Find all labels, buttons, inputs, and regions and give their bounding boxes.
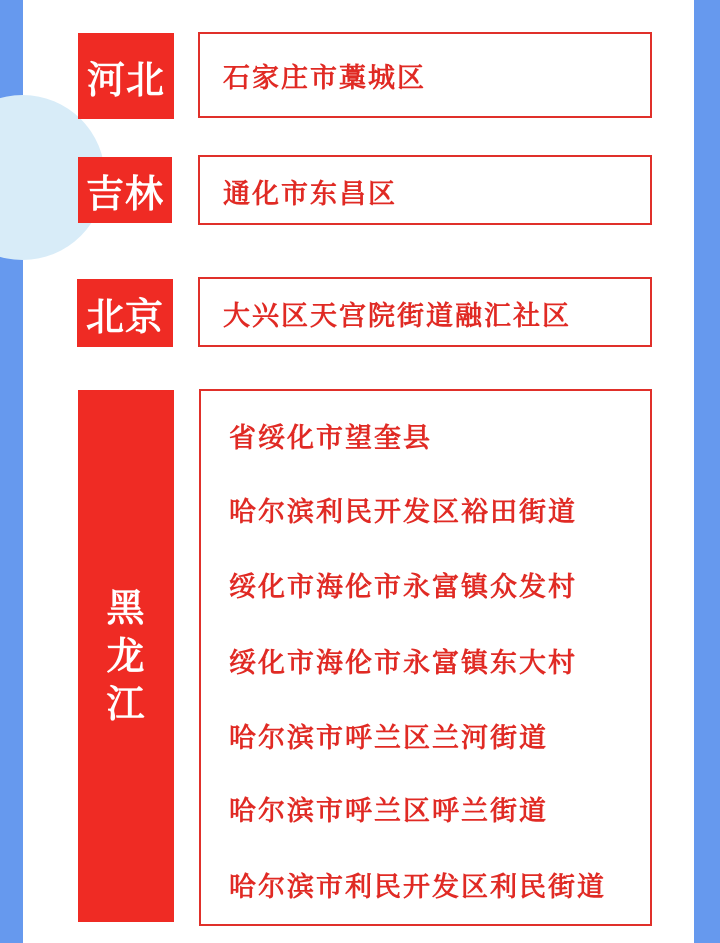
- location-box-jilin: [198, 155, 652, 225]
- location-text: 石家庄市藁城区: [223, 63, 426, 94]
- location-list-item: 哈尔滨市呼兰区呼兰街道: [229, 796, 548, 827]
- location-box-heilongjiang: [199, 389, 652, 926]
- right-side-border: [694, 0, 720, 943]
- province-char: 江: [106, 682, 146, 726]
- location-box-hebei: [198, 32, 652, 118]
- province-label-heilongjiang: [78, 390, 174, 922]
- location-list-item: 绥化市海伦市永富镇东大村: [229, 648, 577, 679]
- province-char: 黑: [106, 586, 146, 630]
- location-box-beijing: [198, 277, 652, 347]
- location-text: 通化市东昌区: [223, 179, 397, 210]
- location-list-item: 绥化市海伦市永富镇众发村: [229, 572, 577, 603]
- province-char: 龙: [106, 634, 146, 678]
- location-list-item: 省绥化市望奎县: [229, 423, 432, 454]
- location-list-item: 哈尔滨利民开发区裕田街道: [229, 497, 577, 528]
- location-list-item: 哈尔滨市呼兰区兰河街道: [229, 723, 548, 754]
- province-label-beijing: 北京: [77, 279, 173, 347]
- location-text: 大兴区天宫院街道融汇社区: [223, 301, 571, 332]
- province-label-hebei: 河北: [78, 33, 174, 119]
- location-list-item: 哈尔滨市利民开发区利民街道: [229, 872, 606, 903]
- province-label-jilin: 吉林: [78, 157, 172, 223]
